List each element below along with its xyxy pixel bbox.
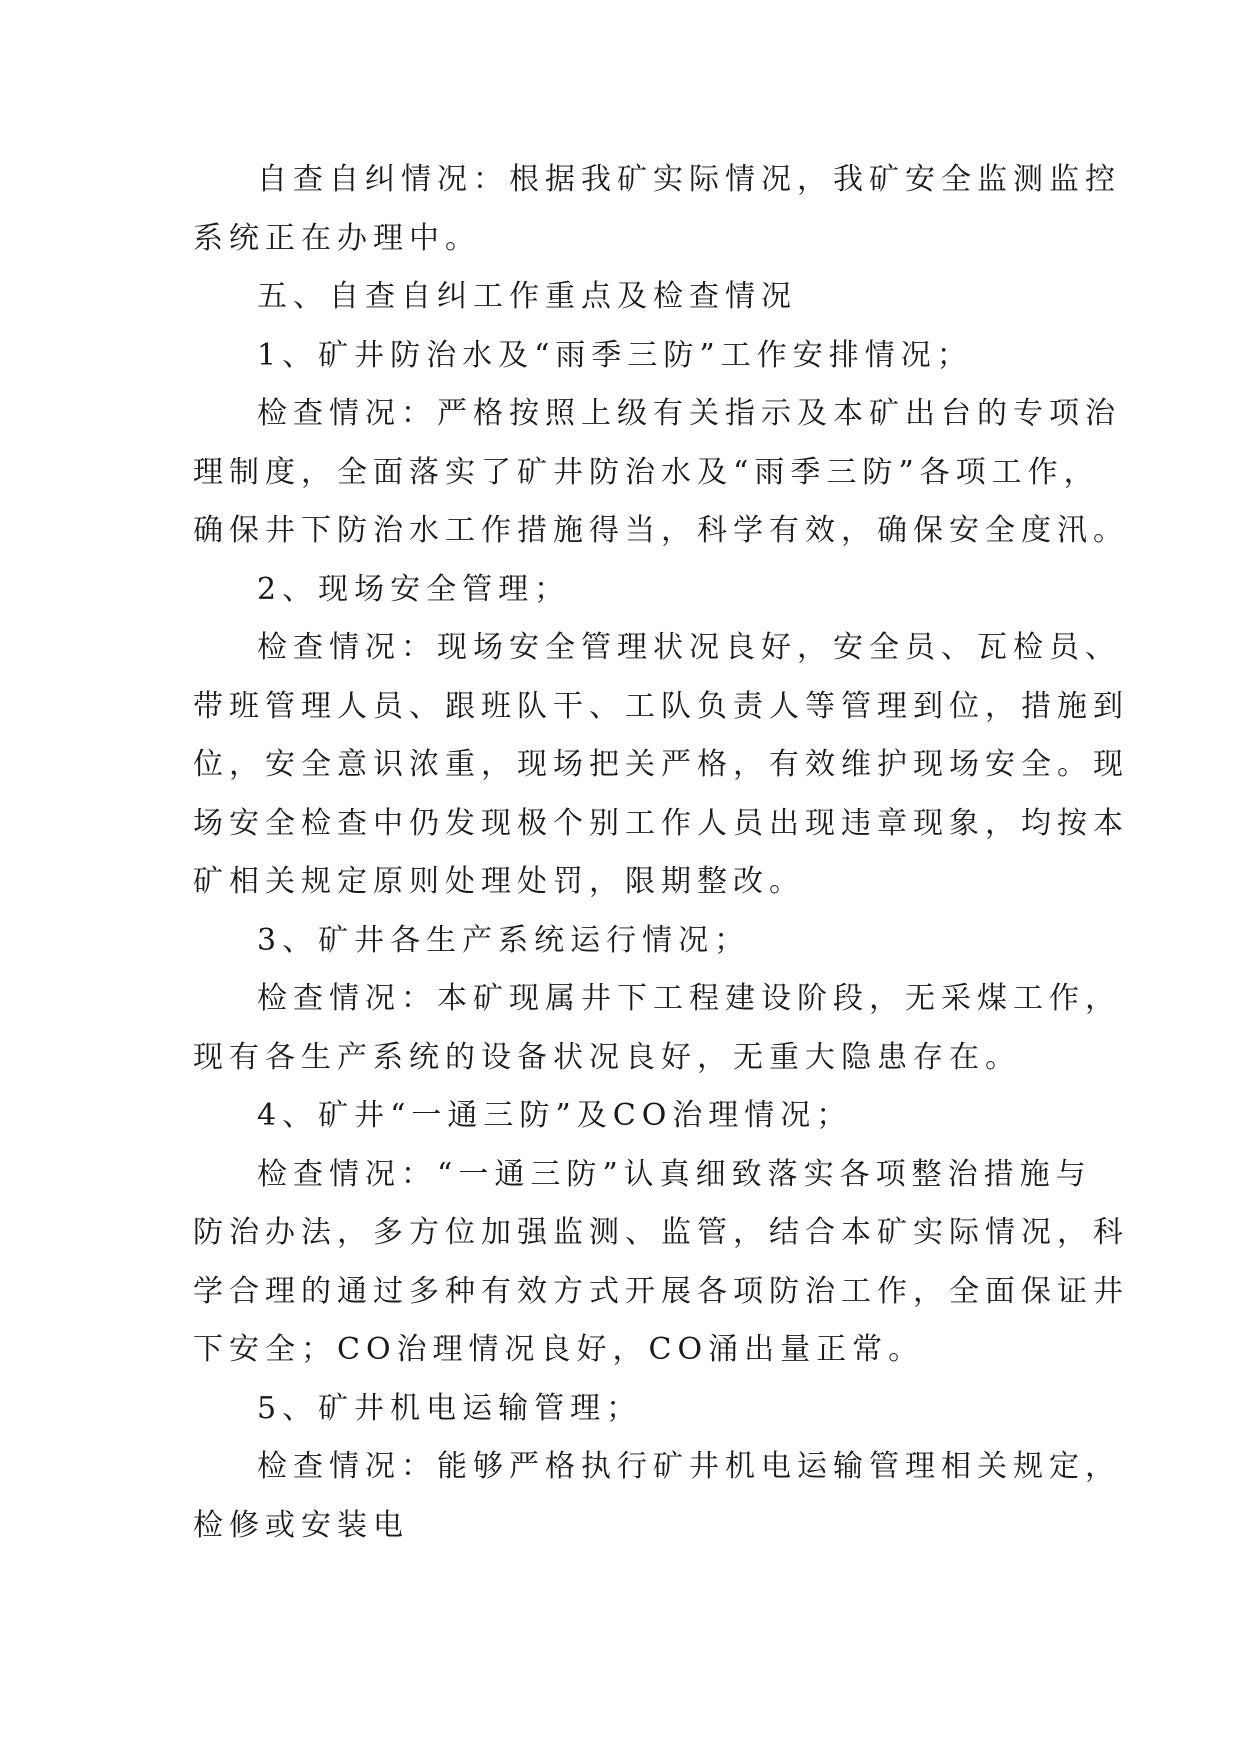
section-heading: 五、自查自纠工作重点及检查情况 xyxy=(257,279,797,314)
document-body xyxy=(193,151,1129,1555)
item-heading: 2、现场安全管理； xyxy=(257,571,571,607)
paragraph-line: 场安全检查中仍发现极个别工作人员出现违章现象，均按本 xyxy=(193,805,1129,841)
paragraph-line: 检查情况：严格按照上级有关指示及本矿出台的专项治 xyxy=(257,396,1121,431)
paragraph-line: 检查情况：“一通三防”认真细致落实各项整治措施与 xyxy=(257,1156,1092,1192)
paragraph-line: 矿相关规定原则处理处罚，限期整改。 xyxy=(193,864,805,899)
paragraph-line: 检查情况：本矿现属井下工程建设阶段，无采煤工作， xyxy=(257,981,1121,1016)
paragraph-line: 自查自纠情况：根据我矿实际情况，我矿安全监测监控 xyxy=(257,162,1121,197)
paragraph-line: 系统正在办理中。 xyxy=(193,220,481,256)
item-heading: 1、矿井防治水及“雨季三防”工作安排情况； xyxy=(257,337,973,373)
paragraph-line: 检查情况：能够严格执行矿井机电运输管理相关规定， xyxy=(257,1449,1121,1484)
paragraph-line: 防治办法，多方位加强监测、监管，结合本矿实际情况，科 xyxy=(193,1215,1129,1250)
paragraph-line: 检查情况：现场安全管理状况良好，安全员、瓦检员、 xyxy=(257,630,1121,665)
paragraph-line: 确保井下防治水工作措施得当，科学有效，确保安全度汛。 xyxy=(193,513,1129,548)
paragraph-line: 带班管理人员、跟班队干、工队负责人等管理到位，措施到 xyxy=(193,688,1129,724)
item-heading: 4、矿井“一通三防”及CO治理情况； xyxy=(257,1098,853,1133)
paragraph-line: 现有各生产系统的设备状况良好，无重大隐患存在。 xyxy=(193,1039,1021,1075)
item-heading: 3、矿井各生产系统运行情况； xyxy=(257,922,751,958)
paragraph-line: 学合理的通过多种有效方式开展各项防治工作，全面保证井 xyxy=(193,1273,1129,1309)
paragraph-line: 位，安全意识浓重，现场把关严格，有效维护现场安全。现 xyxy=(193,747,1129,782)
paragraph-line: 下安全；CO治理情况良好，CO涌出量正常。 xyxy=(193,1332,925,1367)
paragraph-line: 理制度，全面落实了矿井防治水及“雨季三防”各项工作， xyxy=(193,454,1100,490)
paragraph-line: 检修或安装电 xyxy=(193,1507,409,1543)
item-heading: 5、矿井机电运输管理； xyxy=(257,1390,643,1426)
